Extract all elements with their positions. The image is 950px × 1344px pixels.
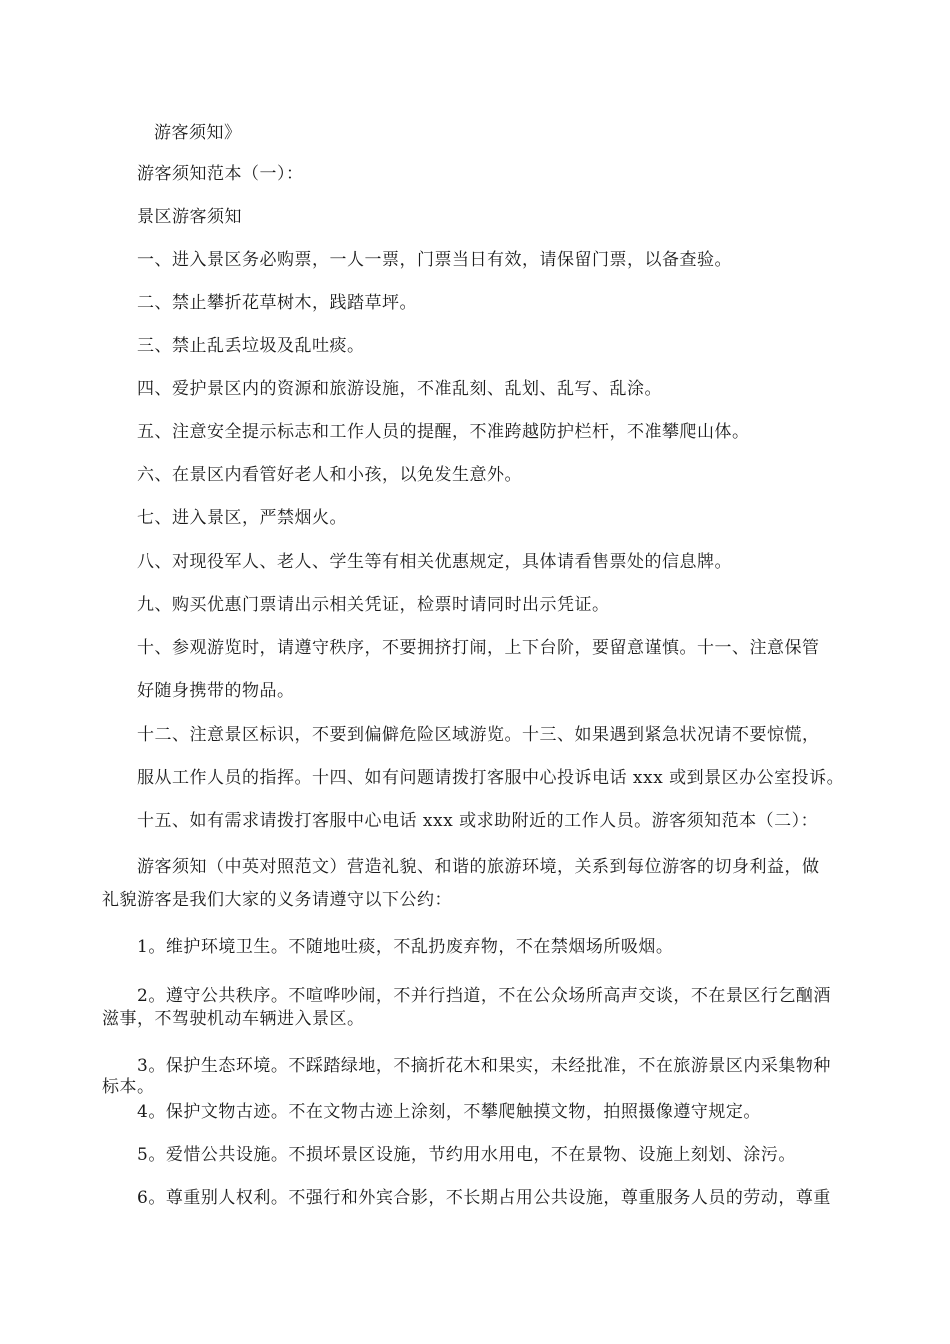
rule-line: 七、进入景区，严禁烟火。: [137, 508, 347, 528]
pact-line: 2。遵守公共秩序。不喧哗吵闹，不并行挡道，不在公众场所高声交谈，不在景区行乞酗酒: [137, 986, 831, 1006]
intro-line: 游客须知（中英对照范文）营造礼貌、和谐的旅游环境，关系到每位游客的切身利益，做: [137, 857, 820, 877]
rule-line: 一、进入景区务必购票，一人一票，门票当日有效，请保留门票，以备查验。: [137, 250, 732, 270]
rule-line: 八、对现役军人、老人、学生等有相关优惠规定，具体请看售票处的信息牌。: [137, 552, 732, 572]
pact-line: 标本。: [102, 1077, 155, 1097]
notice-title: 景区游客须知: [137, 207, 242, 227]
pact-line: 5。爱惜公共设施。不损坏景区设施，节约用水用电，不在景物、设施上刻划、涂污。: [137, 1145, 796, 1165]
rule-line: 十五、如有需求请拨打客服中心电话 xxx 或求助附近的工作人员。游客须知范本（二）：: [137, 811, 819, 831]
pact-line: 4。保护文物古迹。不在文物古迹上涂刻，不攀爬触摸文物，拍照摄像遵守规定。: [137, 1102, 761, 1122]
rule-line: 四、爱护景区内的资源和旅游设施，不准乱刻、乱划、乱写、乱涂。: [137, 379, 662, 399]
pact-line: 滋事，不驾驶机动车辆进入景区。: [102, 1009, 365, 1029]
rule-line: 九、购买优惠门票请出示相关凭证，检票时请同时出示凭证。: [137, 595, 610, 615]
pact-line: 6。尊重别人权利。不强行和外宾合影，不长期占用公共设施，尊重服务人员的劳动，尊重: [137, 1188, 831, 1208]
template1-title: 游客须知范本（一）：: [137, 164, 304, 184]
pact-line: 1。维护环境卫生。不随地吐痰，不乱扔废弃物，不在禁烟场所吸烟。: [137, 937, 674, 957]
pact-line: 3。保护生态环境。不踩踏绿地，不摘折花木和果实，未经批准，不在旅游景区内采集物种: [137, 1056, 831, 1076]
rule-line: 六、在景区内看管好老人和小孩，以免发生意外。: [137, 465, 522, 485]
rule-line: 十、参观游览时，请遵守秩序，不要拥挤打闹，上下台阶，要留意谨慎。十一、注意保管: [137, 638, 820, 658]
heading-fragment: 游客须知》: [154, 123, 242, 143]
rule-line: 五、注意安全提示标志和工作人员的提醒，不准跨越防护栏杆，不准攀爬山体。: [137, 422, 750, 442]
intro-line: 礼貌游客是我们大家的义务请遵守以下公约：: [102, 890, 452, 910]
rule-line: 服从工作人员的指挥。十四、如有问题请拨打客服中心投诉电话 xxx 或到景区办公室投诉。: [137, 768, 845, 788]
rule-line: 二、禁止攀折花草树木，践踏草坪。: [137, 293, 417, 313]
rule-line: 三、禁止乱丢垃圾及乱吐痰。: [137, 336, 365, 356]
rule-line: 十二、注意景区标识，不要到偏僻危险区域游览。十三、如果遇到紧急状况请不要惊慌，: [137, 725, 820, 745]
rule-line: 好随身携带的物品。: [137, 681, 295, 701]
